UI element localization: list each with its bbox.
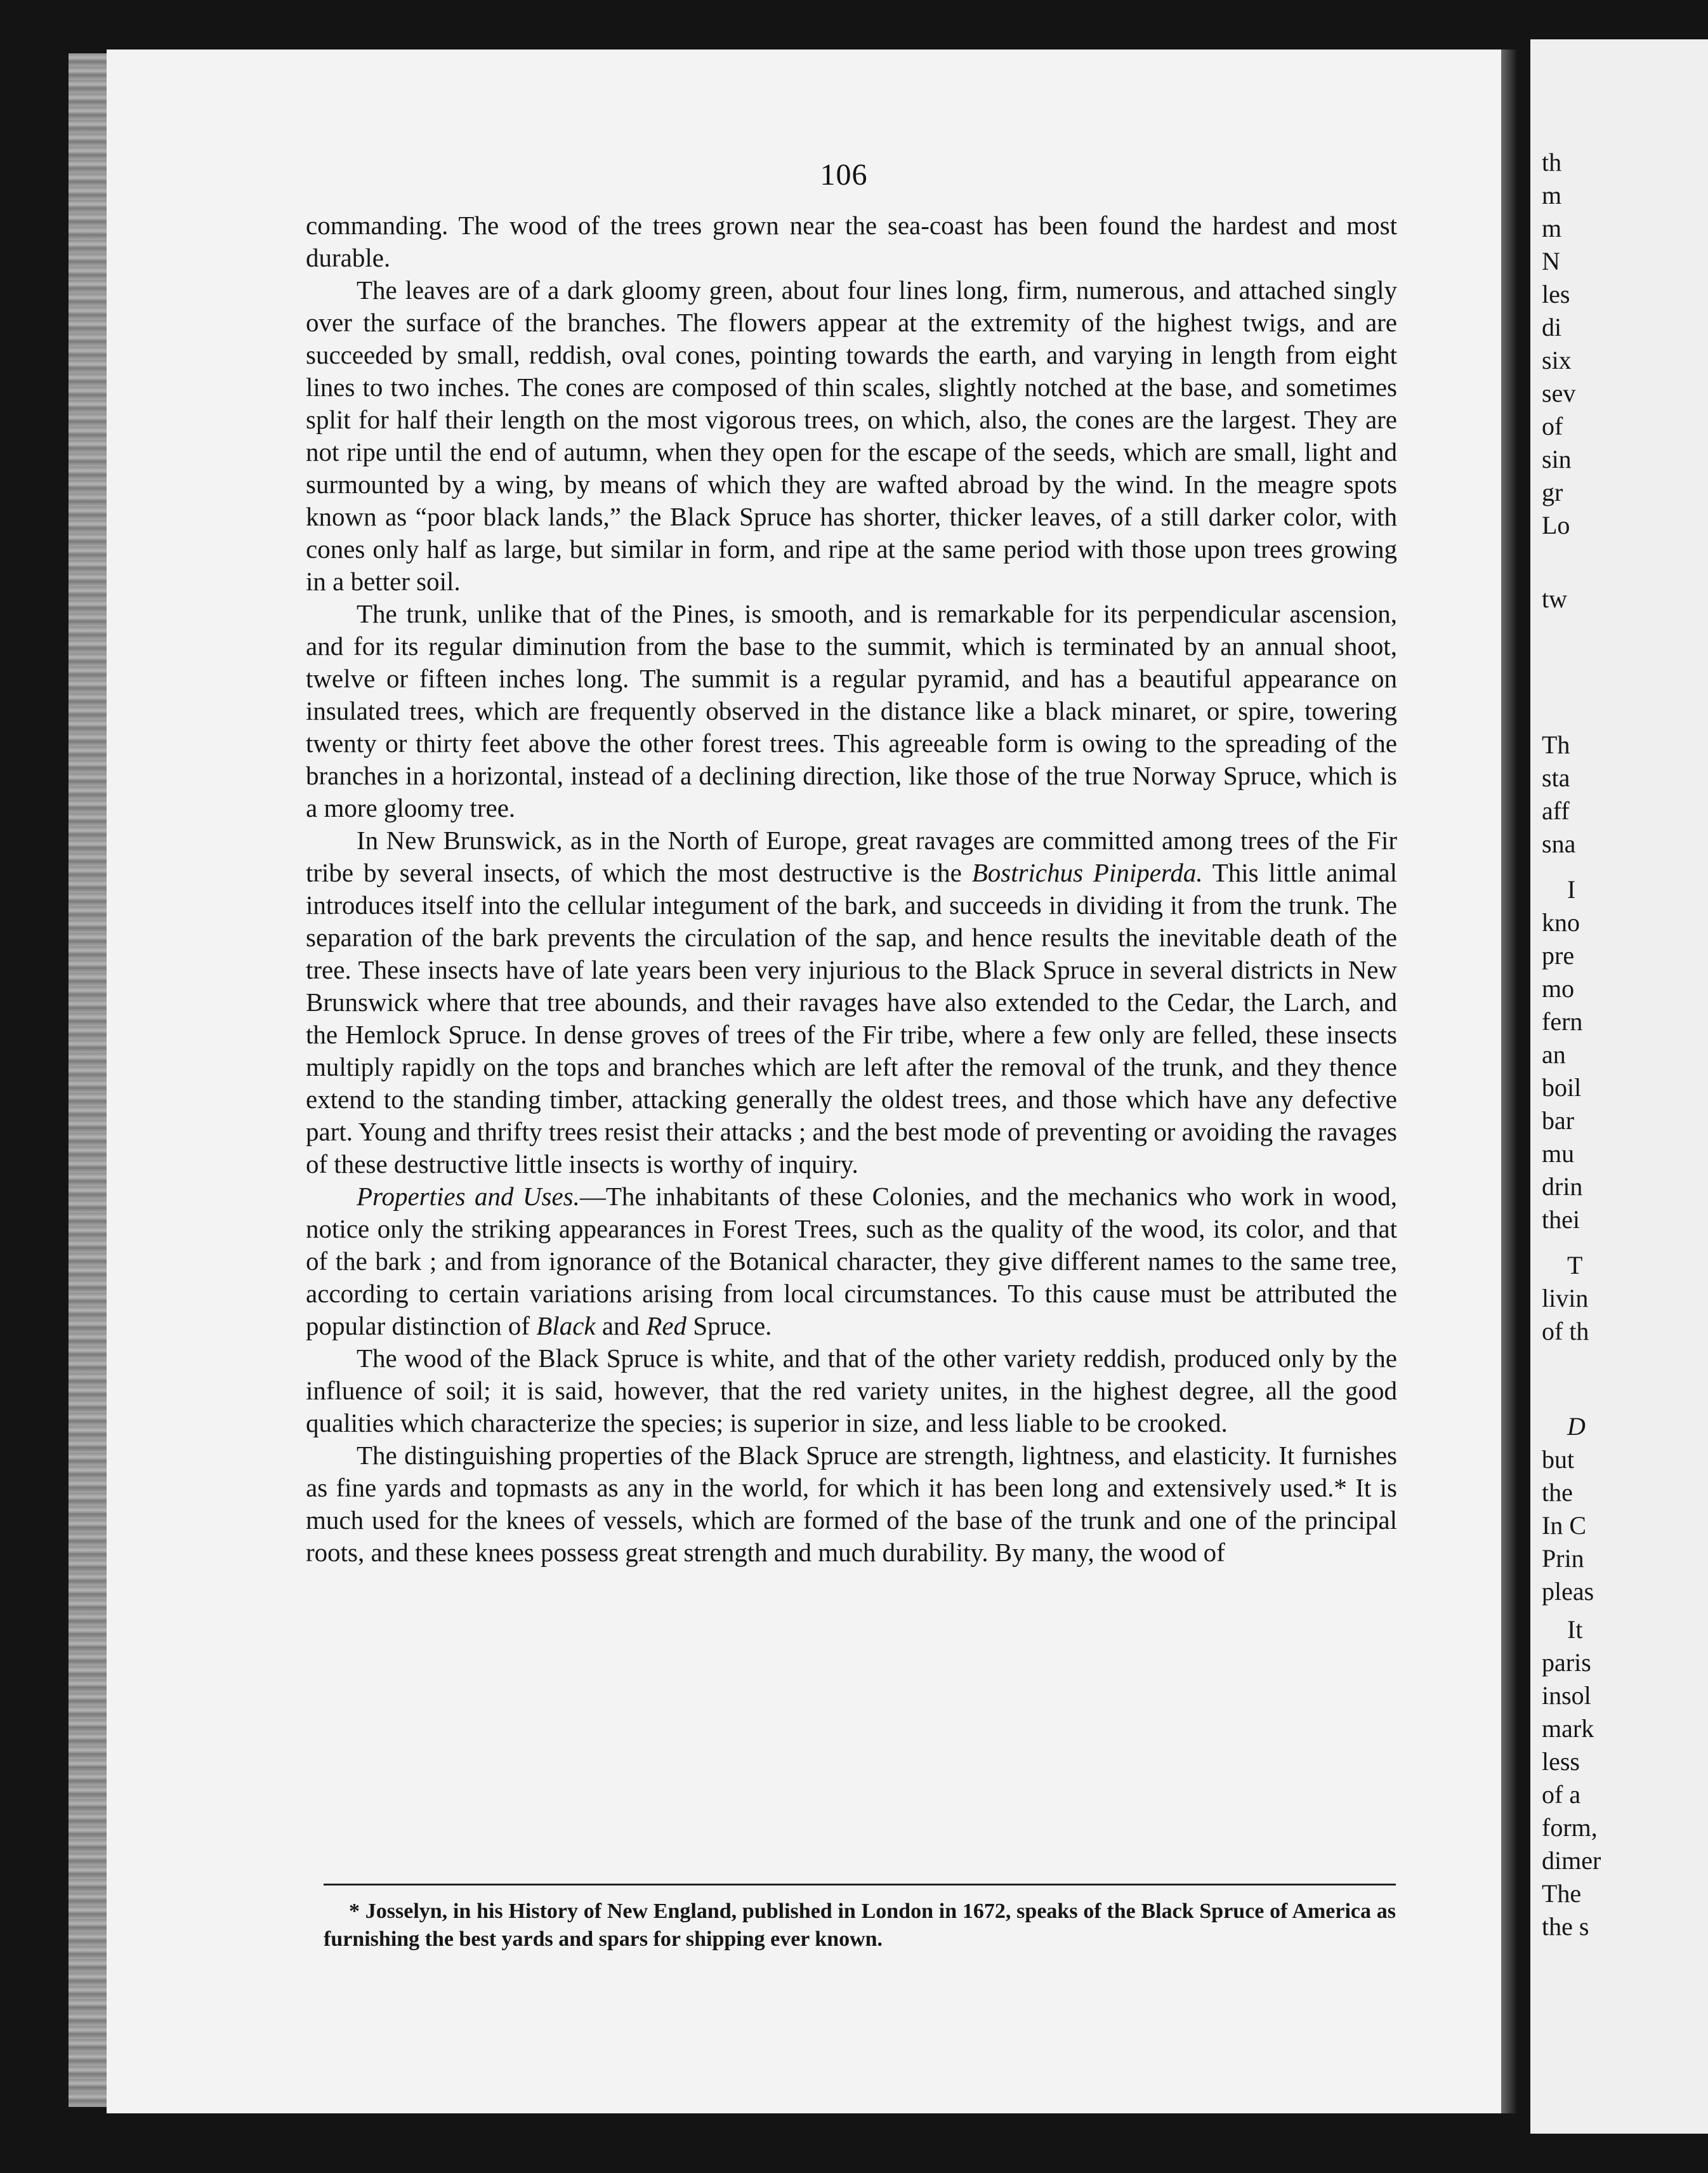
facing-page-fragment: pleas bbox=[1542, 1577, 1594, 1606]
facing-page-fragment: The bbox=[1542, 1879, 1582, 1908]
paragraph-insects bbox=[306, 824, 1397, 1180]
section-heading: Properties and Uses. bbox=[357, 1182, 580, 1211]
facing-page-fragment: aff bbox=[1542, 796, 1570, 825]
facing-page-fragment: D bbox=[1567, 1412, 1586, 1441]
facing-page-fragment: I bbox=[1567, 875, 1576, 904]
facing-page-fragment: thei bbox=[1542, 1205, 1580, 1234]
footnote-rule bbox=[324, 1884, 1396, 1886]
facing-page-fragment: kno bbox=[1542, 908, 1580, 937]
facing-page-fragment: dimer bbox=[1542, 1846, 1601, 1875]
paragraph-text: Spruce. bbox=[686, 1311, 772, 1340]
body-text bbox=[306, 209, 1397, 1569]
facing-page-fragment: tw bbox=[1542, 585, 1567, 613]
facing-page-fragment: boil bbox=[1542, 1073, 1582, 1102]
facing-page-fragment: sna bbox=[1542, 829, 1576, 858]
facing-page-fragment: of th bbox=[1542, 1317, 1589, 1345]
facing-page-fragment: It bbox=[1567, 1615, 1583, 1644]
facing-page-fragment: livin bbox=[1542, 1284, 1589, 1312]
page-number: 106 bbox=[820, 158, 868, 192]
facing-page-fragment: In C bbox=[1542, 1511, 1586, 1540]
species-name: Bostrichus Piniperda. bbox=[971, 858, 1203, 887]
paragraph: commanding. The wood of the trees grown near the sea-coast has been found the hardest and most durable. bbox=[306, 211, 1397, 272]
facing-page-fragment: th bbox=[1542, 148, 1562, 176]
facing-page-fragment: form, bbox=[1542, 1813, 1598, 1842]
paragraph-text: In New Brunswick, as in the North of Europe, great ravages are committed among trees of the Fir tribe by several insects, of which the most destructive is the bbox=[306, 826, 1397, 887]
paragraph: The trunk, unlike that of the Pines, is smooth, and is remarkable for its perpendicular ascension, and for its regular diminution from the base to the summit, which is terminated by an annual shoot, twelve or fifteen inches long. The summit is a regular pyramid, and has a beautiful appearance on insulated trees, which are frequently observed in the distance like a black minaret, or spire, towering twenty or thirty feet above the other forest trees. This agreeable form is owing to the spreading of the branches in a horizontal, instead of a declining direction, like those of the true Norway Spruce, which is a more gloomy tree. bbox=[306, 599, 1397, 822]
facing-page-fragment: gr bbox=[1542, 478, 1563, 506]
paragraph-text: —The inhabitants of these Colonies, and the mechanics who work in wood, notice only the striking appearances in Forest Trees, such as the quality of the wood, its color, and that of the bark ; and from ignorance of the Botanical character, they give different names to the same tree, according to certain variations arising from local circumstances. To this cause must be attributed the popular distinction of bbox=[306, 1182, 1397, 1340]
facing-page-fragment: six bbox=[1542, 346, 1572, 374]
paragraph-properties bbox=[306, 1180, 1397, 1342]
variety-name: Black bbox=[536, 1311, 596, 1340]
facing-page-fragment: the bbox=[1542, 1478, 1573, 1507]
paragraph-text: This little animal introduces itself into the cellular integument of the bark, and succeeds in dividing it from the trunk. The separation of the bark prevents the circulation of the sap, and hence results the inevitable death of the tree. These insects have of late years been very injurious to the Black Spruce in several districts in New Brunswick where that tree abounds, and their ravages have also extended to the Cedar, the Larch, and the Hemlock Spruce. In dense groves of trees of the Fir tribe, where a few only are felled, these insects multiply rapidly on the tops and branches which are left after the removal of the trunk, and they thence extend to the standing timber, attacking generally the oldest trees, and those which have any defective part. Young and thrifty trees resist their attacks ; and the best mode of preventing or avoiding the ravages of these destructive little insects is worthy of inquiry. bbox=[306, 858, 1397, 1179]
facing-page-fragment: N bbox=[1542, 247, 1560, 275]
facing-page-fragment: Lo bbox=[1542, 511, 1570, 539]
facing-page-fragment: les bbox=[1542, 280, 1570, 308]
facing-page-fragment: paris bbox=[1542, 1648, 1591, 1677]
gutter-shadow bbox=[1501, 50, 1516, 2113]
facing-page-fragment: less bbox=[1542, 1747, 1580, 1776]
facing-page-fragment: m bbox=[1542, 181, 1562, 209]
facing-page-fragment: drin bbox=[1542, 1172, 1583, 1201]
facing-page-fragment: m bbox=[1542, 214, 1562, 242]
facing-page-fragment: sta bbox=[1542, 763, 1570, 792]
facing-page-fragment: fern bbox=[1542, 1007, 1583, 1036]
stained-page-edge bbox=[69, 53, 108, 2107]
facing-page-fragment: bar bbox=[1542, 1106, 1575, 1135]
facing-page-fragment: Prin bbox=[1542, 1544, 1584, 1573]
facing-page-fragment: sev bbox=[1542, 379, 1576, 407]
facing-page-fragment: Th bbox=[1542, 730, 1570, 759]
facing-page-fragment: an bbox=[1542, 1040, 1566, 1069]
paragraph: The wood of the Black Spruce is white, and that of the other variety reddish, produced only by the influence of soil; it is said, however, that the red variety unites, in the highest degree, all the good qualities which characterize the species; is superior in size, and less liable to be crooked. bbox=[306, 1344, 1397, 1437]
paragraph-text: and bbox=[595, 1311, 647, 1340]
variety-name: Red bbox=[646, 1311, 687, 1340]
facing-page-fragment: insol bbox=[1542, 1681, 1591, 1710]
facing-page-fragment: but bbox=[1542, 1445, 1575, 1474]
facing-page-fragment: di bbox=[1542, 313, 1562, 341]
footnote: * Josselyn, in his History of New England, published in London in 1672, speaks of the Black Spruce of America as furnishing the best yards and spars for shipping ever known. bbox=[324, 1899, 1396, 1951]
facing-page bbox=[1530, 39, 1708, 2134]
paragraph: The leaves are of a dark gloomy green, about four lines long, firm, numerous, and attached singly over the surface of the branches. The flowers appear at the extremity of the highest twigs, and are succeeded by small, reddish, oval cones, pointing towards the earth, and varying in length from eight lines to two inches. The cones are composed of thin scales, slightly notched at the base, and sometimes split for half their length on the most vigorous trees, on which, also, the cones are the largest. They are not ripe until the end of autumn, when they open for the escape of the seeds, which are small, light and surmounted by a wing, by means of which they are wafted abroad by the wind. In the meagre spots known as “poor black lands,” the Black Spruce has shorter, thicker leaves, of a still darker color, with cones only half as large, but similar in form, and ripe at the same period with those upon trees growing in a better soil. bbox=[306, 275, 1397, 596]
facing-page-fragment: sin bbox=[1542, 445, 1572, 473]
facing-page-fragment: mo bbox=[1542, 974, 1575, 1003]
facing-page-fragment: the s bbox=[1542, 1912, 1589, 1941]
facing-page-fragment: pre bbox=[1542, 941, 1575, 970]
facing-page-fragment: mu bbox=[1542, 1139, 1575, 1168]
facing-page-fragment: of bbox=[1542, 412, 1563, 440]
paragraph: The distinguishing properties of the Black Spruce are strength, lightness, and elasticity. It furnishes as fine yards and topmasts as any in the world, for which it has been long and extensively used.* It is much used for the knees of vessels, which are formed of the base of the trunk and one of the principal roots, and these knees possess great strength and much durability. By many, the wood of bbox=[306, 1441, 1397, 1567]
facing-page-fragment: mark bbox=[1542, 1714, 1594, 1743]
facing-page-fragment: T bbox=[1567, 1251, 1583, 1279]
facing-page-fragment: of a bbox=[1542, 1780, 1581, 1809]
